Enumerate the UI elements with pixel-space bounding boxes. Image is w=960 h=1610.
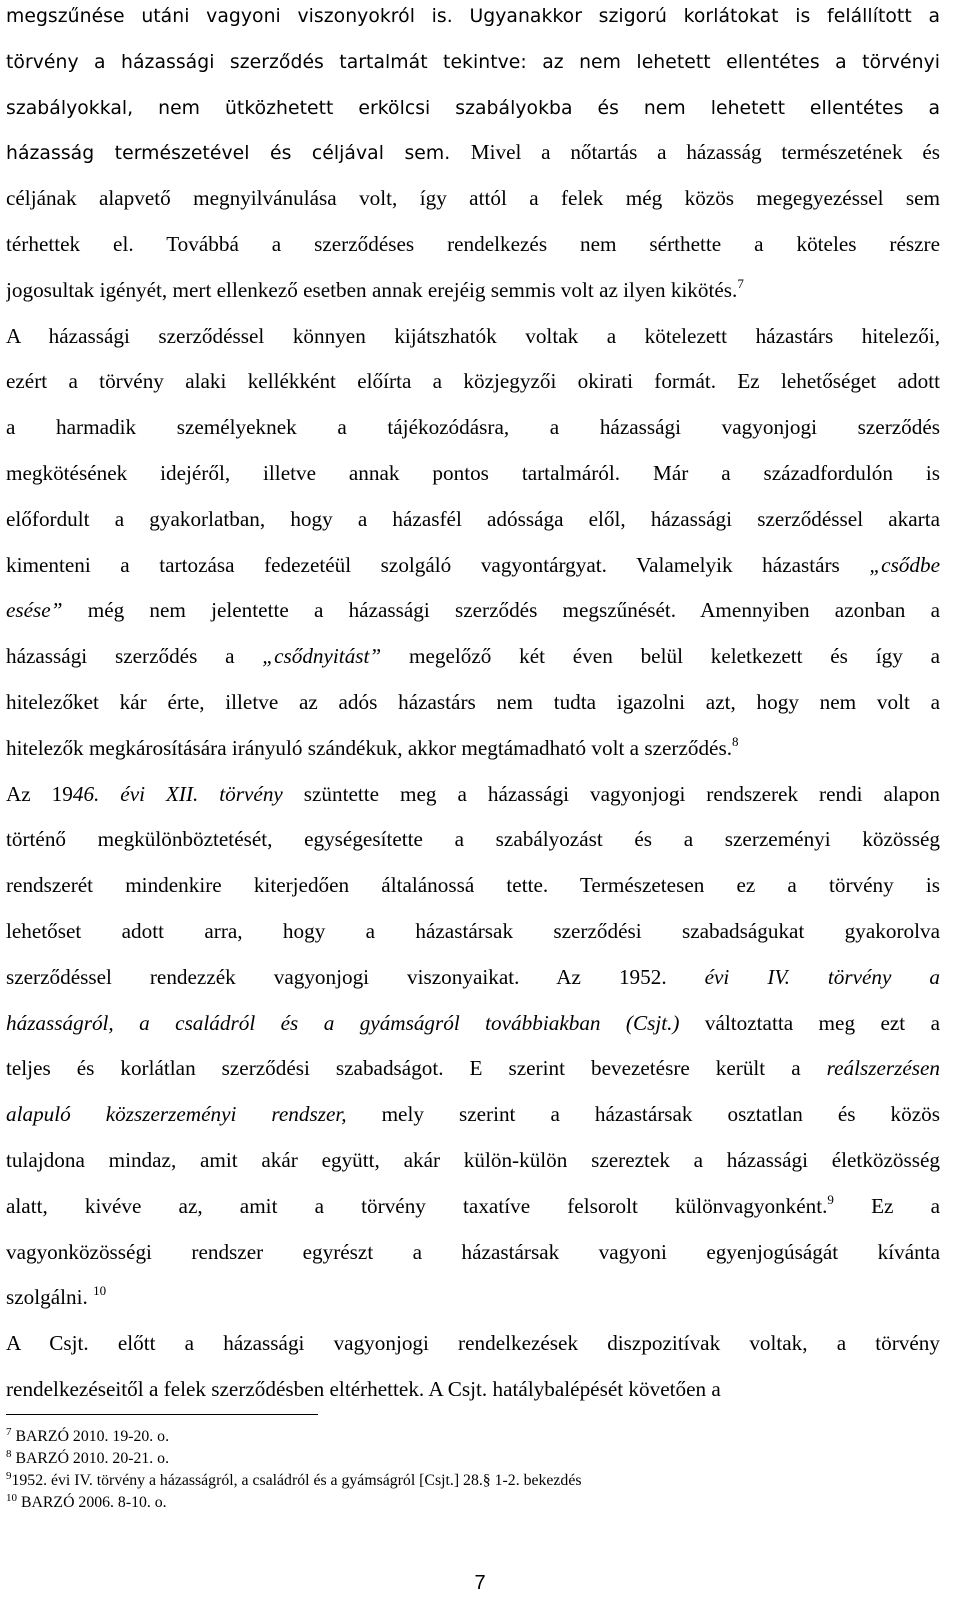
text-line [6,1237,940,1267]
footnote-number: 10 [6,1492,17,1504]
text-run: „csődbe [869,553,940,577]
text-line [6,229,940,259]
text-line [6,687,940,717]
text-line [6,870,940,900]
text-run: rendszerét mindenkire kiterjedően általánossá tette. Természetesen ez a törvény is [6,873,940,897]
text-line [6,137,940,167]
text-line [6,824,940,854]
text-run: rendelkezéseitől a felek szerződésben eltérhettek. A Csjt. hatálybalépését követően a [6,1377,721,1401]
text-line [6,1374,940,1404]
text-run: kimenteni a tartozása fedezetéül szolgáló vagyontárgyat. Valamelyik házastárs [6,553,870,577]
text-line [6,275,940,305]
text-run: vagyonközösségi rendszer egyrészt a házastársak vagyoni egyenjogúságát kívánta [6,1240,940,1264]
text-run: mely szerint a házastársak osztatlan és közös [346,1102,940,1126]
text-line [6,1282,940,1312]
text-run: esése” [6,598,63,622]
footnote-reference: 10 [93,1283,107,1298]
text-run: 46. évi XII. törvény [72,782,283,806]
text-line [6,458,940,488]
text-run: még nem jelentette a házassági szerződés megszűnését. Amennyiben azonban a [62,598,940,622]
footnote-reference: 9 [827,1192,834,1207]
text-run: szabályokkal, nem ütközhetett erkölcsi szabályokba és nem lehetett ellentétes a [6,98,940,119]
footnote [6,1492,940,1514]
text-run: hitelezők megkárosítására irányuló szándékuk, akkor megtámadható volt a szerződés. [6,736,732,760]
footnote [6,1470,940,1492]
text-line [6,1008,940,1038]
text-run: Ez a [833,1194,940,1218]
text-line [6,1328,940,1358]
footnote [6,1426,940,1448]
text-run: „csődnyitást” [262,644,382,668]
text-line [6,916,940,946]
text-run: Mivel a nőtartás a házasság természetének és [470,140,940,164]
text-line [6,641,940,671]
text-run: házassági szerződés a [6,644,263,668]
text-run: jogosultak igényét, mert ellenkező esetben annak erejéig semmis volt az ilyen kikötés. [6,278,738,302]
text-line [6,366,940,396]
text-run: házasságról, a családról és a gyámságról továbbiakban (Csjt.) [6,1011,680,1035]
text-run: A Csjt. előtt a házassági vagyonjogi rendelkezések diszpozitívak voltak, a törvény [6,1331,940,1355]
footnote-number: 8 [6,1448,12,1460]
page-number: 7 [474,1572,486,1594]
footnote-text: 1952. évi IV. törvény a házasságról, a családról és a gyámságról [Csjt.] 28.§ 1-2. bekezdés [11,1472,582,1489]
text-run: alatt, kivéve az, amit a törvény taxatíve felsorolt különvagyonként. [6,1194,828,1218]
text-line [6,733,940,763]
text-line [6,1145,940,1175]
text-line [6,550,940,580]
text-line [6,504,940,534]
text-line [6,412,940,442]
footnote-text: BARZÓ 2010. 20-21. o. [11,1450,170,1467]
text-run: törvény a házassági szerződés tartalmát tekintve: az nem lehetett ellentétes a törvényi [6,52,940,73]
text-run: szolgálni. [6,1285,94,1309]
footnote-number: 9 [6,1470,12,1482]
text-line [6,962,940,992]
text-run: megszűnése utáni vagyoni viszonyokról is. Ugyanakkor szigorú korlátokat is felállított a [6,6,940,27]
text-line [6,1099,940,1129]
text-run: A házassági szerződéssel könnyen kijátszhatók voltak a kötelezett házastárs hitelezői, [6,324,940,348]
text-line [6,92,940,122]
text-line [6,321,940,351]
text-run: szüntette meg a házassági vagyonjogi rendszerek rendi alapon [282,782,940,806]
footnote-separator [6,1414,318,1415]
text-run: Ez lehetőséget adott [737,369,940,393]
footnote-reference: 8 [732,734,739,749]
text-run: a harmadik személyeknek a tájékozódásra, a házassági vagyonjogi szerződés [6,415,940,439]
text-line [6,779,940,809]
footnotes [6,1426,940,1514]
text-run: megkötésének idejéről, illetve annak pontos tartalmáról. Már a századfordulón is [6,461,940,485]
text-run: Az 19 [6,782,73,806]
text-run: hitelezőket kár érte, illetve az adós házastárs nem tudta igazolni azt, hogy nem volt a [6,690,940,714]
text-run: reálszerzésen [826,1056,940,1080]
text-run: lehetőset adott arra, hogy a házastársak szerződési szabadságukat gyakorolva [6,919,940,943]
text-run: házasság természetével és céljával sem. [6,143,471,164]
text-run: alapuló közszerzeményi rendszer, [6,1102,347,1126]
text-run: előfordult a gyakorlatban, hogy a házasfél adóssága elől, házassági szerződéssel akarta [6,507,940,531]
footnote-text: BARZÓ 2006. 8-10. o. [17,1494,167,1511]
text-run: céljának alapvető megnyilvánulása volt, így attól a felek még közös megegyezéssel sem [6,186,940,210]
text-run: térhettek el. Továbbá a szerződéses rendelkezés nem sérthette a köteles részre [6,232,940,256]
text-run: tulajdona mindaz, amit akár együtt, akár külön-külön szereztek a házassági életközösség [6,1148,940,1172]
footnote-reference: 7 [737,276,744,291]
footnote-text: BARZÓ 2010. 19-20. o. [11,1428,170,1445]
text-run: teljes és korlátlan szerződési szabadságot. E szerint bevezetésre került a [6,1056,827,1080]
text-run: évi IV. törvény a [704,965,940,989]
text-run: ezért a törvény alaki kellékként előírta a közjegyzői okirati formát. [6,369,738,393]
text-line [6,595,940,625]
text-line [6,0,940,30]
text-line [6,1053,940,1083]
text-run: változtatta meg ezt a [679,1011,940,1035]
text-line [6,1191,940,1221]
text-run: történő megkülönböztetését, egységesítette a szabályozást és a szerzeményi közösség [6,827,940,851]
footnote [6,1448,940,1470]
text-run: szerződéssel rendezzék vagyonjogi viszonyaikat. Az 1952. [6,965,705,989]
footnote-number: 7 [6,1426,12,1438]
text-line [6,46,940,76]
text-run: megelőző két éven belül keletkezett és így a [381,644,940,668]
text-line [6,183,940,213]
